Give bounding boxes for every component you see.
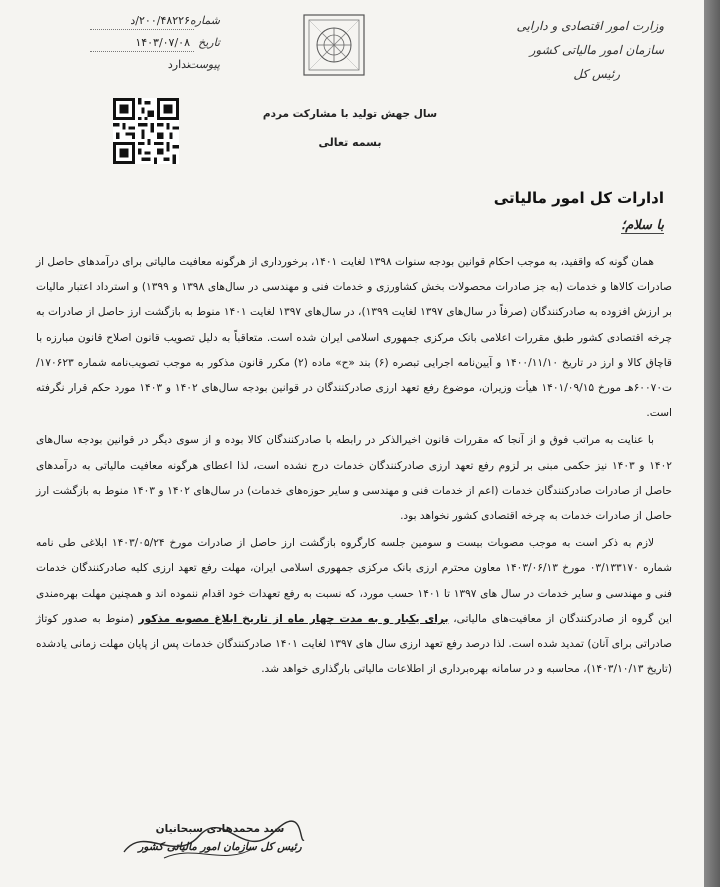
attachment-label: پیوست <box>187 58 220 71</box>
addressee: ادارات کل امور مالیاتی <box>493 189 664 207</box>
paragraph-1: همان گونه که واقفید، به موجب احکام قوانین بودجه سنوات ۱۳۹۸ لغایت ۱۴۰۱، برخورداری از هرگونه معافیت مالیاتی برای درآمدهای حاصل از صادرات کالاها و خدمات (به جز صادرات محصولات بخش کشاورزی و خدمات فنی و مهندسی در سال‌های ۱۳۹۸ و ۱۳۹۹) و استرداد اعتبار مالیات بر ارزش افزوده به صادرکنندگان (صرفاً در سال‌های ۱۳۹۷ لغایت ۱۳۹۹)، در سال‌های ۱۳۹۷ لغایت ۱۴۰۱ منوط به بازگشت ارز حاصل از صادرات به چرخه اقتصادی کشور طبق مقررات اعلامی بانک مرکزی جمهوری اسلامی ایران شده است. متعاقباً به دلیل تصویب قانون اصلاح قانون مبارزه با قاچاق کالا و ارز در تاریخ ۱۴۰۰/۱۱/۱۰ و آیین‌نامه اجرایی تبصره (۶) بند «ح» ماده (۲) مکرر قانون مذکور به موجب تصویب‌نامه شماره ۱۷۰۶۲۳/ت۶۰۰۷۰هـ مورخ ۱۴۰۱/۰۹/۱۵ هیأت وزیران، موضوع رفع تعهد ارزی صادرکنندگان در قوانین بودجه سال‌های ۱۴۰۲ و ۱۴۰۳ مورد حکم قرار نگرفته است. <box>36 256 673 420</box>
number-label: شماره <box>189 14 220 27</box>
number-value: ۲۰۰/۴۸۲۲۶/د <box>130 14 190 27</box>
basmala: بسمه تعالی <box>318 136 382 149</box>
page-edge <box>704 0 720 887</box>
org-line-tax-organization: سازمان امور مالیاتی کشور <box>529 43 664 57</box>
qr-code-icon <box>113 98 179 164</box>
signatory-title: رئیس کل سازمان امور مالیاتی کشور <box>138 841 302 853</box>
signature-block <box>120 820 320 856</box>
paragraph-2: با عنایت به مراتب فوق و از آنجا که مقررات قانون اخیرالذکر در رابطه با صادرکنندگان کالا بوده و از سوی دیگر در قوانین بودجه سال‌های ۱۴۰۲ و ۱۴۰۳ نیز حکمی مبنی بر لزوم رفع تعهد ارزی صادرکنندگان خدمات درج نشده است، لذا اعطای هرگونه معافیت مالیاتی به درآمدهای حاصل از صادرات صادرکنندگان خدمات (اعم از خدمات فنی و مهندسی و سایر حوزه‌های خدمات) در سال‌های ۱۴۰۲ و ۱۴۰۳ منوط به بازگشت ارز حاصل از صادرات خدمات به چرخه اقتصادی کشور نخواهد بود. <box>36 434 672 523</box>
paragraph-3-highlight: برای یکبار و به مدت چهار ماه از تاریخ ابلاغ مصوبه مذکور <box>138 612 449 625</box>
signatory-name: سید محمدهادی سبحانیان <box>155 823 285 835</box>
org-line-head: رئیس کل <box>573 67 620 81</box>
org-line-ministry: وزارت امور اقتصادی و دارایی <box>516 19 664 33</box>
date-value: ۱۴۰۳/۰۷/۰۸ <box>135 36 190 49</box>
letter-body <box>36 250 672 684</box>
paragraph-3-part-a: لازم به ذکر است به موجب مصوبات بیست و سومین جلسه کارگروه بازگشت ارز حاصل از صادرات مورخ ۱۴۰۳/۰۵/۲۴ ابلاغی طی نامه شماره ۰۳/۱۳۳۱۷۰ مورخ ۱۴۰۳/۰۶/۱۳ معاون محترم ارزی بانک مرکزی جمهوری اسلامی ایران، مهلت رفع تعهد ارزی کلیه صادرکنندگان خدمات فنی و مهندسی و سایر خدمات در سال های ۱۳۹۷ تا ۱۴۰۱ حسب مورد، که نسبت به رفع تعهدات خود اقدام ننموده اند و همچنین مهلت بهره‌مندی این گروه از صادرکنندگان از معافیت‌های مالیاتی، <box>36 537 673 625</box>
attachment-value: ندارد <box>167 58 190 71</box>
greeting <box>621 218 664 233</box>
year-slogan: سال جهش تولید با مشارکت مردم <box>262 108 438 120</box>
letter-meta <box>90 14 220 80</box>
emblem-icon <box>303 14 365 76</box>
paragraph-3 <box>36 531 672 682</box>
paragraph-3-part-b: (منوط به صدور کوتاژ صادراتی برای آنان) تمدید شده است. لذا درصد رفع تعهد ارزی سال های ۱۳۹۷ لغایت ۱۴۰۱ صادرکنندگان خدمات پس از پایان مهلت زمانی یادشده (تاریخ ۱۴۰۳/۱۰/۱۳)، محاسبه و در سامانه بهره‌برداری از اطلاعات مالیاتی بارگذاری خواهد شد. <box>36 612 672 676</box>
greeting-text: با سلام؛ <box>621 218 664 233</box>
date-label: تاریخ <box>198 36 220 49</box>
organization-header <box>454 14 664 86</box>
